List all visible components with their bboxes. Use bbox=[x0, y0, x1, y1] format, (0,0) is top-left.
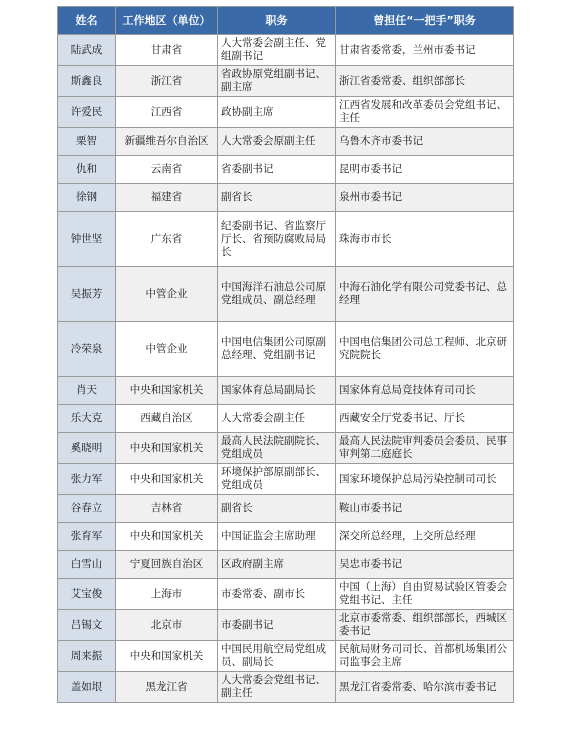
table-body bbox=[58, 35, 514, 703]
cell-name: 钟世坚 bbox=[58, 212, 116, 267]
table-row bbox=[58, 523, 514, 551]
cell-position: 副省长 bbox=[218, 184, 336, 212]
cell-name: 仇和 bbox=[58, 156, 116, 184]
table-row bbox=[58, 322, 514, 377]
cell-region: 江西省 bbox=[116, 97, 218, 128]
cell-name: 盖如垠 bbox=[58, 672, 116, 703]
cell-region: 广东省 bbox=[116, 212, 218, 267]
cell-previous-position: 中海石油化学有限公司党委书记、总经理 bbox=[336, 267, 514, 322]
cell-position: 中国民用航空局党组成员、副局长 bbox=[218, 641, 336, 672]
cell-name: 谷春立 bbox=[58, 495, 116, 523]
cell-previous-position: 乌鲁木齐市委书记 bbox=[336, 128, 514, 156]
cell-position: 人大常委会原副主任 bbox=[218, 128, 336, 156]
cell-name: 陆武成 bbox=[58, 35, 116, 66]
cell-region: 中央和国家机关 bbox=[116, 433, 218, 464]
table-row bbox=[58, 405, 514, 433]
cell-position: 副省长 bbox=[218, 495, 336, 523]
cell-position: 人大常委会副主任、党组副书记 bbox=[218, 35, 336, 66]
header-previous-position: 曾担任“一把手”职务 bbox=[336, 7, 514, 35]
header-name: 姓名 bbox=[58, 7, 116, 35]
table-row bbox=[58, 156, 514, 184]
cell-previous-position: 西藏安全厅党委书记、厅长 bbox=[336, 405, 514, 433]
cell-previous-position: 昆明市委书记 bbox=[336, 156, 514, 184]
cell-name: 斯鑫良 bbox=[58, 66, 116, 97]
cell-region: 西藏自治区 bbox=[116, 405, 218, 433]
cell-previous-position: 浙江省委常委、组织部部长 bbox=[336, 66, 514, 97]
header-position: 职务 bbox=[218, 7, 336, 35]
cell-region: 中管企业 bbox=[116, 267, 218, 322]
cell-region: 福建省 bbox=[116, 184, 218, 212]
cell-region: 黑龙江省 bbox=[116, 672, 218, 703]
table-row bbox=[58, 672, 514, 703]
cell-region: 中央和国家机关 bbox=[116, 464, 218, 495]
cell-position: 人大常委会副主任 bbox=[218, 405, 336, 433]
cell-region: 中央和国家机关 bbox=[116, 377, 218, 405]
cell-name: 奚晓明 bbox=[58, 433, 116, 464]
table-row bbox=[58, 495, 514, 523]
cell-previous-position: 甘肃省委常委，兰州市委书记 bbox=[336, 35, 514, 66]
cell-previous-position: 深交所总经理，上交所总经理 bbox=[336, 523, 514, 551]
cell-name: 白雪山 bbox=[58, 551, 116, 579]
table-row bbox=[58, 579, 514, 610]
cell-region: 上海市 bbox=[116, 579, 218, 610]
table-row bbox=[58, 212, 514, 267]
table-row bbox=[58, 184, 514, 212]
cell-position: 市委常委、副市长 bbox=[218, 579, 336, 610]
cell-previous-position: 北京市委常委、组织部部长，西城区委书记 bbox=[336, 610, 514, 641]
cell-name: 张力军 bbox=[58, 464, 116, 495]
table-row bbox=[58, 377, 514, 405]
cell-position: 纪委副书记、省监察厅厅长、省预防腐败局局长 bbox=[218, 212, 336, 267]
cell-name: 吴振芳 bbox=[58, 267, 116, 322]
cell-region: 宁夏回族自治区 bbox=[116, 551, 218, 579]
table-row bbox=[58, 551, 514, 579]
table-header-row bbox=[58, 7, 514, 35]
cell-previous-position: 珠海市市长 bbox=[336, 212, 514, 267]
cell-region: 中央和国家机关 bbox=[116, 523, 218, 551]
table-row bbox=[58, 433, 514, 464]
cell-name: 徐钢 bbox=[58, 184, 116, 212]
cell-position: 环境保护部原副部长、党组成员 bbox=[218, 464, 336, 495]
table-row bbox=[58, 97, 514, 128]
cell-position: 政协副主席 bbox=[218, 97, 336, 128]
cell-region: 吉林省 bbox=[116, 495, 218, 523]
cell-position: 区政府副主席 bbox=[218, 551, 336, 579]
table-row bbox=[58, 66, 514, 97]
cell-position: 人大常委会党组书记、副主任 bbox=[218, 672, 336, 703]
cell-position: 国家体育总局副局长 bbox=[218, 377, 336, 405]
cell-position: 省政协原党组副书记、副主席 bbox=[218, 66, 336, 97]
table-row bbox=[58, 128, 514, 156]
cell-previous-position: 民航局财务司司长、首都机场集团公司监事会主席 bbox=[336, 641, 514, 672]
cell-previous-position: 泉州市委书记 bbox=[336, 184, 514, 212]
cell-region: 北京市 bbox=[116, 610, 218, 641]
cell-name: 张育军 bbox=[58, 523, 116, 551]
table-row bbox=[58, 35, 514, 66]
cell-previous-position: 中国电信集团公司总工程师、北京研究院院长 bbox=[336, 322, 514, 377]
cell-name: 栗智 bbox=[58, 128, 116, 156]
cell-name: 许爱民 bbox=[58, 97, 116, 128]
cell-region: 甘肃省 bbox=[116, 35, 218, 66]
cell-region: 中央和国家机关 bbox=[116, 641, 218, 672]
cell-region: 浙江省 bbox=[116, 66, 218, 97]
table-row bbox=[58, 641, 514, 672]
cell-region: 云南省 bbox=[116, 156, 218, 184]
cell-name: 周来振 bbox=[58, 641, 116, 672]
cell-previous-position: 黑龙江省委常委、哈尔滨市委书记 bbox=[336, 672, 514, 703]
table-row bbox=[58, 464, 514, 495]
officials-table bbox=[57, 6, 514, 703]
cell-region: 中管企业 bbox=[116, 322, 218, 377]
header-region: 工作地区（单位） bbox=[116, 7, 218, 35]
cell-previous-position: 国家体育总局竞技体育司司长 bbox=[336, 377, 514, 405]
cell-previous-position: 吴忠市委书记 bbox=[336, 551, 514, 579]
cell-previous-position: 国家环境保护总局污染控制司司长 bbox=[336, 464, 514, 495]
cell-name: 乐大克 bbox=[58, 405, 116, 433]
cell-position: 省委副书记 bbox=[218, 156, 336, 184]
cell-position: 最高人民法院副院长、党组成员 bbox=[218, 433, 336, 464]
cell-name: 冷荣泉 bbox=[58, 322, 116, 377]
cell-previous-position: 中国（上海）自由贸易试验区管委会党组书记、主任 bbox=[336, 579, 514, 610]
cell-name: 艾宝俊 bbox=[58, 579, 116, 610]
cell-position: 中国电信集团公司原副总经理、党组副书记 bbox=[218, 322, 336, 377]
cell-position: 市委副书记 bbox=[218, 610, 336, 641]
cell-name: 吕锡文 bbox=[58, 610, 116, 641]
cell-region: 新疆维吾尔自治区 bbox=[116, 128, 218, 156]
cell-name: 肖天 bbox=[58, 377, 116, 405]
officials-table-container bbox=[57, 6, 513, 703]
cell-position: 中国海洋石油总公司原党组成员、副总经理 bbox=[218, 267, 336, 322]
cell-previous-position: 江西省发展和改革委员会党组书记、主任 bbox=[336, 97, 514, 128]
table-row bbox=[58, 267, 514, 322]
cell-position: 中国证监会主席助理 bbox=[218, 523, 336, 551]
cell-previous-position: 最高人民法院审判委员会委员、民事审判第二庭庭长 bbox=[336, 433, 514, 464]
cell-previous-position: 鞍山市委书记 bbox=[336, 495, 514, 523]
table-row bbox=[58, 610, 514, 641]
